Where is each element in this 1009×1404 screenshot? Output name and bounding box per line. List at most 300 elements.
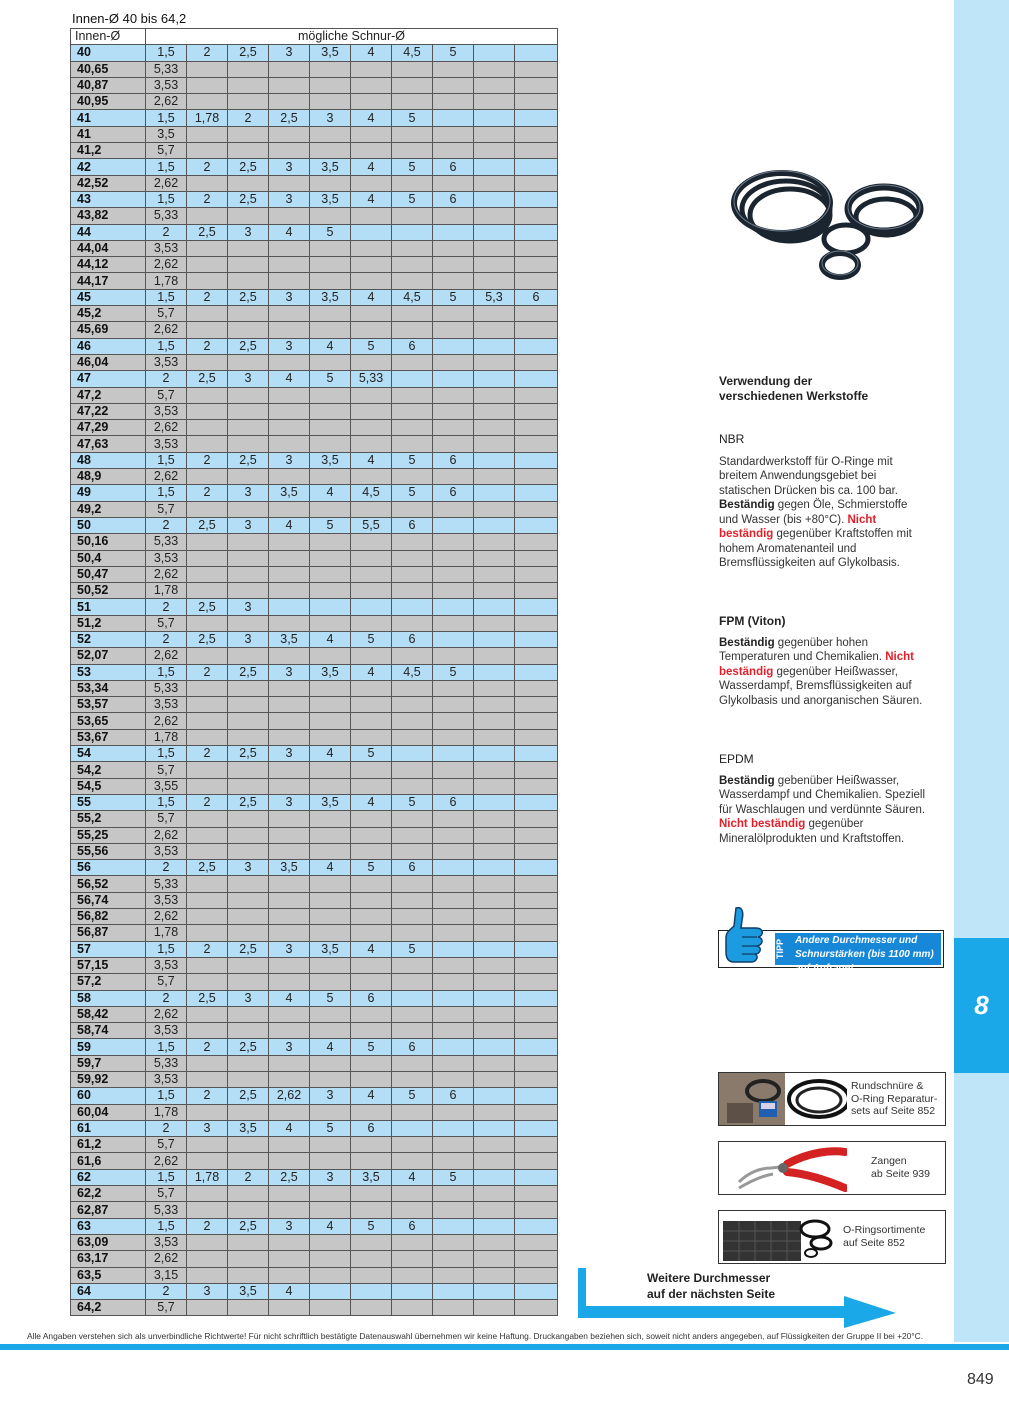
inner-diameter-cell: 40,65 — [71, 61, 146, 77]
cord-diameter-cell — [228, 354, 269, 370]
cord-diameter-cell: 6 — [433, 191, 474, 207]
table-row — [71, 974, 558, 990]
cord-diameter-cell — [310, 1234, 351, 1250]
cord-diameter-cell — [474, 713, 515, 729]
cord-diameter-cell: 4 — [269, 224, 310, 240]
table-row — [71, 843, 558, 859]
table-row — [71, 1055, 558, 1071]
cord-diameter-cell: 1,78 — [146, 583, 187, 599]
table-row — [71, 61, 558, 77]
tipp-label: TIPP — [775, 933, 788, 965]
cord-diameter-cell — [392, 1267, 433, 1283]
cord-diameter-cell — [433, 420, 474, 436]
cord-diameter-cell — [474, 1251, 515, 1267]
table-row — [71, 240, 558, 256]
nbr-text: Standardwerkstoff für O-Ringe mit breitem Anwendungsgebiet bei statischen Drücken bis ca. 100 bar. — [719, 455, 898, 497]
cord-diameter-cell — [474, 1137, 515, 1153]
table-row — [71, 371, 558, 387]
cord-diameter-cell: 1,5 — [146, 159, 187, 175]
cord-diameter-cell — [269, 909, 310, 925]
table-row — [71, 77, 558, 93]
cord-diameter-cell: 3,53 — [146, 1234, 187, 1250]
cord-diameter-cell — [351, 77, 392, 93]
cord-diameter-cell — [474, 420, 515, 436]
cord-diameter-cell — [515, 892, 558, 908]
cord-diameter-cell — [187, 61, 228, 77]
cord-diameter-cell — [433, 1234, 474, 1250]
cord-diameter-cell — [392, 1283, 433, 1299]
table-row — [71, 1186, 558, 1202]
cord-diameter-cell: 2,62 — [269, 1088, 310, 1104]
cord-diameter-cell — [351, 1234, 392, 1250]
promo-1-line2: O-Ring Reparatur- — [851, 1092, 938, 1105]
table-row — [71, 110, 558, 126]
cord-diameter-cell: 3,53 — [146, 77, 187, 93]
o-rings-image — [724, 165, 934, 283]
cord-diameter-cell — [392, 648, 433, 664]
cord-diameter-cell — [187, 1300, 228, 1316]
cord-diameter-cell: 3,53 — [146, 403, 187, 419]
cord-diameter-cell: 4 — [351, 941, 392, 957]
thumbs-up-icon — [722, 904, 768, 966]
cord-diameter-cell: 4 — [269, 1120, 310, 1136]
cord-diameter-cell — [351, 322, 392, 338]
cord-diameter-cell: 3 — [269, 941, 310, 957]
cord-diameter-cell — [433, 1023, 474, 1039]
cord-diameter-cell — [515, 941, 558, 957]
cord-diameter-cell — [474, 746, 515, 762]
cord-diameter-cell — [228, 306, 269, 322]
table-row — [71, 1104, 558, 1120]
cord-diameter-cell: 2 — [187, 1039, 228, 1055]
cord-diameter-cell: 2,5 — [187, 599, 228, 615]
cord-diameter-cell: 3,15 — [146, 1267, 187, 1283]
cord-diameter-cell — [515, 583, 558, 599]
cord-diameter-cell: 3,5 — [310, 191, 351, 207]
cord-diameter-cell: 2,62 — [146, 909, 187, 925]
cord-diameter-cell — [228, 77, 269, 93]
cord-diameter-cell — [351, 827, 392, 843]
cord-diameter-cell — [515, 762, 558, 778]
cord-diameter-cell — [392, 1186, 433, 1202]
cord-diameter-cell: 6 — [433, 159, 474, 175]
cord-diameter-cell: 4 — [351, 452, 392, 468]
cord-diameter-cell — [474, 762, 515, 778]
cord-diameter-cell — [515, 77, 558, 93]
inner-diameter-cell: 59 — [71, 1039, 146, 1055]
cord-diameter-cell — [474, 534, 515, 550]
inner-diameter-cell: 61,6 — [71, 1153, 146, 1169]
cord-diameter-cell — [351, 1153, 392, 1169]
table-row — [71, 550, 558, 566]
cord-diameter-cell — [392, 778, 433, 794]
cord-diameter-cell — [228, 387, 269, 403]
cord-diameter-cell — [351, 876, 392, 892]
cord-diameter-cell — [187, 583, 228, 599]
cord-diameter-cell: 1,5 — [146, 746, 187, 762]
inner-diameter-cell: 55,25 — [71, 827, 146, 843]
cord-diameter-cell — [228, 974, 269, 990]
cord-diameter-cell — [187, 811, 228, 827]
cord-diameter-cell: 5,7 — [146, 306, 187, 322]
cord-diameter-cell — [474, 240, 515, 256]
cord-diameter-cell — [392, 1202, 433, 1218]
cord-diameter-cell — [228, 583, 269, 599]
cord-diameter-cell — [310, 273, 351, 289]
cord-diameter-cell — [392, 925, 433, 941]
cord-diameter-cell — [187, 306, 228, 322]
cord-diameter-cell: 4 — [351, 159, 392, 175]
cord-diameter-cell: 2 — [187, 1218, 228, 1234]
cord-diameter-cell — [515, 680, 558, 696]
cord-diameter-cell — [269, 1202, 310, 1218]
cord-diameter-cell — [515, 534, 558, 550]
cord-diameter-cell — [351, 175, 392, 191]
cord-diameter-cell — [351, 778, 392, 794]
cord-diameter-cell — [269, 387, 310, 403]
cord-diameter-cell — [515, 974, 558, 990]
cord-diameter-cell — [515, 257, 558, 273]
cord-diameter-cell — [310, 599, 351, 615]
cord-diameter-cell: 3,53 — [146, 354, 187, 370]
table-row — [71, 1072, 558, 1088]
cord-diameter-cell — [474, 1186, 515, 1202]
inner-diameter-cell: 54,5 — [71, 778, 146, 794]
cord-diameter-cell: 2,5 — [228, 45, 269, 61]
table-row — [71, 1120, 558, 1136]
cord-diameter-cell: 6 — [392, 338, 433, 354]
table-row — [71, 778, 558, 794]
cord-diameter-cell — [351, 143, 392, 159]
cord-diameter-cell — [515, 175, 558, 191]
cord-diameter-cell — [392, 957, 433, 973]
cord-diameter-cell: 1,5 — [146, 941, 187, 957]
cord-diameter-cell — [433, 925, 474, 941]
cord-diameter-cell: 4 — [310, 860, 351, 876]
cord-diameter-cell — [474, 371, 515, 387]
cord-diameter-cell: 2,5 — [228, 941, 269, 957]
cord-diameter-cell — [433, 61, 474, 77]
cord-diameter-cell — [269, 876, 310, 892]
cord-diameter-cell — [228, 469, 269, 485]
cord-diameter-cell: 1,78 — [146, 729, 187, 745]
cord-diameter-cell — [515, 550, 558, 566]
cord-diameter-cell — [474, 680, 515, 696]
cord-diameter-cell — [474, 811, 515, 827]
cord-diameter-cell — [310, 1300, 351, 1316]
cord-diameter-cell: 3 — [269, 338, 310, 354]
epdm-unstable-text: gegenüber Mineralölprodukten und Kraftstoffen. — [719, 818, 905, 845]
cord-diameter-cell — [474, 990, 515, 1006]
cord-diameter-cell — [228, 550, 269, 566]
cord-diameter-cell — [310, 1137, 351, 1153]
cord-diameter-cell: 3,53 — [146, 240, 187, 256]
cord-diameter-cell — [351, 273, 392, 289]
cord-diameter-cell: 4 — [269, 371, 310, 387]
cord-diameter-cell: 3 — [228, 631, 269, 647]
cord-diameter-cell — [433, 1006, 474, 1022]
cord-diameter-cell: 4 — [351, 110, 392, 126]
cord-diameter-cell — [474, 860, 515, 876]
cord-diameter-cell: 5,33 — [146, 534, 187, 550]
cord-diameter-cell: 4 — [269, 990, 310, 1006]
cord-diameter-cell — [269, 892, 310, 908]
cord-diameter-cell — [392, 615, 433, 631]
promo-zangen[interactable] — [718, 1141, 946, 1195]
cord-diameter-cell — [269, 648, 310, 664]
table-row — [71, 615, 558, 631]
cord-diameter-cell: 3 — [310, 1169, 351, 1185]
table-row — [71, 941, 558, 957]
inner-diameter-cell: 50,47 — [71, 566, 146, 582]
cord-diameter-cell — [474, 1169, 515, 1185]
cord-diameter-cell — [351, 615, 392, 631]
promo-2-line1: Zangen — [871, 1155, 907, 1167]
cord-diameter-cell — [474, 827, 515, 843]
cord-diameter-cell: 4 — [310, 1218, 351, 1234]
cord-diameter-cell — [310, 1023, 351, 1039]
cord-diameter-cell — [474, 1153, 515, 1169]
cord-diameter-cell — [474, 1234, 515, 1250]
table-row — [71, 289, 558, 305]
cord-diameter-cell — [351, 843, 392, 859]
cord-diameter-cell — [228, 615, 269, 631]
cord-diameter-cell — [474, 208, 515, 224]
cord-diameter-cell — [392, 1153, 433, 1169]
inner-diameter-cell: 53,34 — [71, 680, 146, 696]
promo-rundschnuere[interactable] — [718, 1072, 946, 1126]
cord-diameter-cell — [515, 615, 558, 631]
table-row — [71, 794, 558, 810]
cord-diameter-cell — [351, 1023, 392, 1039]
cord-diameter-cell: 5,7 — [146, 143, 187, 159]
cord-diameter-cell — [269, 827, 310, 843]
cord-diameter-cell — [228, 1055, 269, 1071]
cord-diameter-cell: 6 — [433, 485, 474, 501]
cord-diameter-cell: 3,5 — [146, 126, 187, 142]
cord-diameter-cell — [474, 566, 515, 582]
cord-diameter-cell — [228, 1251, 269, 1267]
cord-diameter-cell: 2 — [146, 631, 187, 647]
cord-diameter-cell — [228, 566, 269, 582]
cord-diameter-cell: 3,5 — [310, 45, 351, 61]
cord-diameter-cell: 2 — [187, 45, 228, 61]
inner-diameter-cell: 40 — [71, 45, 146, 61]
cord-diameter-cell — [269, 550, 310, 566]
cord-diameter-cell — [187, 827, 228, 843]
next-page-line1: Weitere Durchmesser — [647, 1271, 771, 1285]
cord-diameter-cell — [228, 762, 269, 778]
cord-diameter-cell — [392, 876, 433, 892]
cord-diameter-cell: 2 — [187, 1088, 228, 1104]
cord-diameter-cell — [474, 599, 515, 615]
cord-diameter-cell: 2 — [146, 517, 187, 533]
cord-diameter-cell — [474, 338, 515, 354]
tipp-text: Andere Durchmesser und Schnurstärken (bis 1100 mm) auf Anfrage! — [795, 935, 934, 974]
cord-diameter-cell — [392, 1072, 433, 1088]
cord-diameter-cell: 4 — [310, 338, 351, 354]
cord-diameter-cell — [269, 1055, 310, 1071]
cord-reels-image — [719, 1073, 847, 1125]
cord-diameter-cell — [310, 208, 351, 224]
cord-diameter-cell: 3 — [228, 599, 269, 615]
cord-diameter-cell: 3 — [228, 860, 269, 876]
table-row — [71, 860, 558, 876]
table-row — [71, 583, 558, 599]
cord-diameter-cell — [474, 143, 515, 159]
table-row — [71, 45, 558, 61]
inner-diameter-cell: 46 — [71, 338, 146, 354]
table-row — [71, 420, 558, 436]
inner-diameter-cell: 43,82 — [71, 208, 146, 224]
cord-diameter-cell — [433, 697, 474, 713]
cord-diameter-cell — [515, 143, 558, 159]
cord-diameter-cell — [228, 729, 269, 745]
cord-diameter-cell — [474, 77, 515, 93]
cord-diameter-cell — [433, 648, 474, 664]
cord-diameter-cell: 3,53 — [146, 697, 187, 713]
cord-diameter-cell — [310, 729, 351, 745]
cord-diameter-cell — [269, 306, 310, 322]
inner-diameter-cell: 50,16 — [71, 534, 146, 550]
cord-diameter-cell: 2,62 — [146, 713, 187, 729]
cord-diameter-cell: 3 — [187, 1120, 228, 1136]
inner-diameter-cell: 50,4 — [71, 550, 146, 566]
cord-diameter-cell: 6 — [392, 517, 433, 533]
cord-diameter-cell: 3 — [187, 1283, 228, 1299]
cord-diameter-cell — [474, 1006, 515, 1022]
cord-diameter-cell: 1,5 — [146, 1169, 187, 1185]
cord-diameter-cell — [392, 746, 433, 762]
cord-diameter-cell — [187, 420, 228, 436]
cord-diameter-cell — [392, 762, 433, 778]
inner-diameter-cell: 53,65 — [71, 713, 146, 729]
cord-diameter-cell — [269, 1186, 310, 1202]
inner-diameter-cell: 53,67 — [71, 729, 146, 745]
cord-diameter-cell — [433, 110, 474, 126]
cord-diameter-cell — [310, 1186, 351, 1202]
cord-diameter-cell — [351, 1137, 392, 1153]
cord-diameter-cell — [392, 697, 433, 713]
cord-diameter-cell: 4 — [351, 1088, 392, 1104]
cord-diameter-cell: 2 — [146, 1120, 187, 1136]
cord-diameter-cell — [392, 126, 433, 142]
bottom-divider — [0, 1344, 1009, 1350]
cord-diameter-cell: 3 — [228, 517, 269, 533]
cord-diameter-cell — [515, 1169, 558, 1185]
footnote: Alle Angaben verstehen sich als unverbindliche Richtwerte! Für nicht schriftlich bestätigte Datenauswahl übernehmen wir keine Haftung. Druckangaben beziehen sich, soweit nicht anders angegeben, auf Flüssigkeiten der Gruppe II bei +20°C. — [27, 1331, 924, 1341]
table-row — [71, 599, 558, 615]
inner-diameter-cell: 56,87 — [71, 925, 146, 941]
cord-diameter-cell: 1,5 — [146, 452, 187, 468]
cord-diameter-cell: 5 — [351, 1039, 392, 1055]
cord-diameter-cell: 4,5 — [392, 45, 433, 61]
table-row — [71, 1169, 558, 1185]
cord-diameter-cell: 1,78 — [187, 1169, 228, 1185]
cord-diameter-cell — [474, 1104, 515, 1120]
table-row — [71, 1300, 558, 1316]
inner-diameter-cell: 64 — [71, 1283, 146, 1299]
table-row — [71, 909, 558, 925]
cord-diameter-cell — [515, 371, 558, 387]
next-page-line2: auf der nächsten Seite — [647, 1287, 776, 1301]
cord-diameter-cell — [515, 1088, 558, 1104]
table-row — [71, 648, 558, 664]
cord-diameter-cell — [433, 143, 474, 159]
cord-diameter-cell — [474, 892, 515, 908]
cord-diameter-cell — [515, 827, 558, 843]
cord-diameter-cell: 2 — [187, 941, 228, 957]
cord-diameter-cell — [228, 680, 269, 696]
cord-diameter-cell — [433, 306, 474, 322]
cord-diameter-cell — [310, 648, 351, 664]
cord-diameter-cell — [433, 990, 474, 1006]
cord-diameter-cell — [269, 583, 310, 599]
cord-diameter-cell — [474, 1039, 515, 1055]
cord-diameter-cell — [310, 550, 351, 566]
cord-diameter-cell: 2,5 — [228, 159, 269, 175]
cord-diameter-cell — [187, 1234, 228, 1250]
cord-diameter-cell — [392, 354, 433, 370]
cord-diameter-cell: 3,53 — [146, 436, 187, 452]
inner-diameter-cell: 61,2 — [71, 1137, 146, 1153]
cord-diameter-cell — [515, 354, 558, 370]
cord-diameter-cell — [310, 1251, 351, 1267]
cord-diameter-cell — [269, 354, 310, 370]
cord-diameter-cell: 4 — [351, 664, 392, 680]
cord-diameter-cell — [310, 925, 351, 941]
header-cord-diameter: mögliche Schnur-Ø — [146, 29, 558, 45]
chapter-tab[interactable]: 8 — [954, 938, 1009, 1073]
cord-diameter-cell — [474, 257, 515, 273]
cord-diameter-cell — [515, 306, 558, 322]
cord-diameter-cell: 3,5 — [228, 1120, 269, 1136]
table-row — [71, 713, 558, 729]
cord-diameter-cell: 5 — [392, 941, 433, 957]
cord-diameter-cell — [228, 811, 269, 827]
cord-diameter-cell: 3,5 — [310, 159, 351, 175]
cord-diameter-cell: 2,62 — [146, 469, 187, 485]
cord-diameter-cell: 1,78 — [146, 273, 187, 289]
nbr-stable-label: Beständig — [719, 499, 775, 511]
promo-1-line3: sets auf Seite 852 — [851, 1105, 936, 1117]
next-page-note[interactable] — [647, 1270, 775, 1302]
cord-diameter-cell — [474, 697, 515, 713]
cord-diameter-cell — [474, 1283, 515, 1299]
inner-diameter-cell: 47,29 — [71, 420, 146, 436]
cord-diameter-cell — [474, 1072, 515, 1088]
table-row — [71, 501, 558, 517]
cord-diameter-cell: 5 — [392, 1088, 433, 1104]
cord-diameter-cell — [433, 876, 474, 892]
materials-heading — [719, 374, 929, 403]
inner-diameter-cell: 59,92 — [71, 1072, 146, 1088]
promo-3-line2: auf Seite 852 — [843, 1236, 905, 1249]
cord-diameter-cell — [351, 354, 392, 370]
fpm-unstable-label: Nicht beständig — [719, 651, 914, 678]
cord-diameter-cell — [228, 1137, 269, 1153]
cord-diameter-cell — [187, 1186, 228, 1202]
inner-diameter-cell: 44,17 — [71, 273, 146, 289]
promo-oringsortimente[interactable] — [718, 1210, 946, 1264]
table-row — [71, 469, 558, 485]
cord-diameter-cell — [392, 387, 433, 403]
cord-diameter-cell — [310, 306, 351, 322]
inner-diameter-cell: 47 — [71, 371, 146, 387]
cord-diameter-cell — [269, 566, 310, 582]
cord-diameter-cell — [351, 811, 392, 827]
cord-diameter-cell: 3,53 — [146, 892, 187, 908]
